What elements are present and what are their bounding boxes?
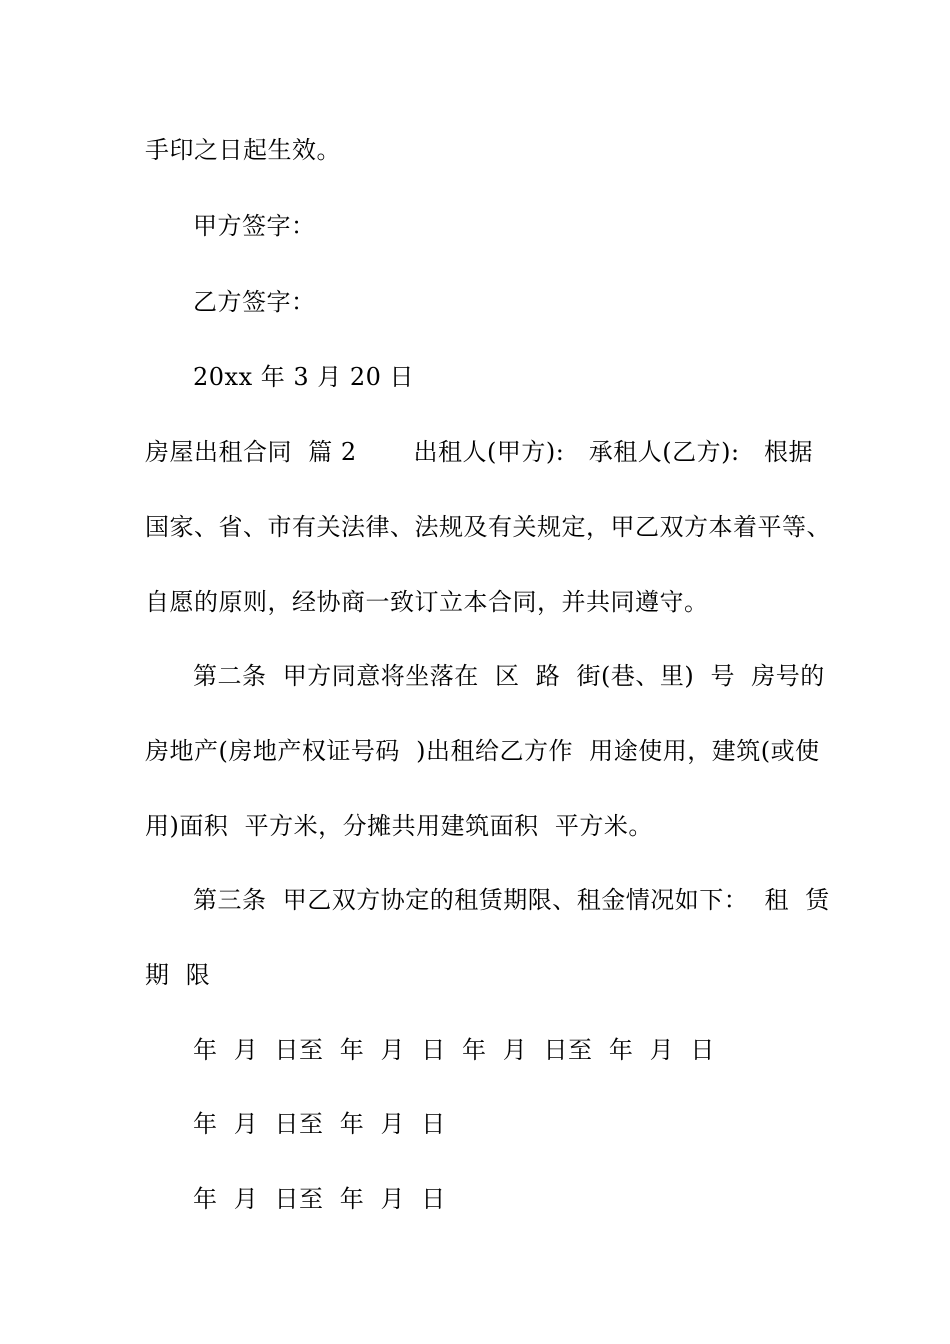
text-line: 手印之日起生效。 [145,136,341,164]
text-line: 第三条 甲乙双方协定的租赁期限、租金情况如下： 租 赁 [193,886,830,914]
text-line: 用)面积 平方米，分摊共用建筑面积 平方米。 [145,812,653,840]
text-line: 第二条 甲方同意将坐落在 区 路 街(巷、里) 号 房号的 [193,662,825,690]
text-line: 期 限 [145,961,211,989]
signing-date: 20xx 年 3 月 20 日 [193,363,415,391]
text-line: 自愿的原则，经协商一致订立本合同，并共同遵守。 [145,588,709,616]
party-a-signature-label: 甲方签字： [193,212,316,240]
party-b-signature-label: 乙方签字： [193,288,316,316]
text-line: 国家、省、市有关法律、法规及有关规定，甲乙双方本着平等、 [145,513,831,541]
lease-period-line: 年 月 日至 年 月 日 [193,1110,446,1138]
lease-period-line: 年 月 日至 年 月 日 [193,1185,446,1213]
text-line: 房屋出租合同 篇 2 出租人(甲方): 承租人(乙方): 根据 [145,438,813,466]
lease-period-line: 年 月 日至 年 月 日 年 月 日至 年 月 日 [193,1036,715,1064]
text-line: 房地产(房地产权证号码 )出租给乙方作 用途使用，建筑(或使 [145,737,820,765]
